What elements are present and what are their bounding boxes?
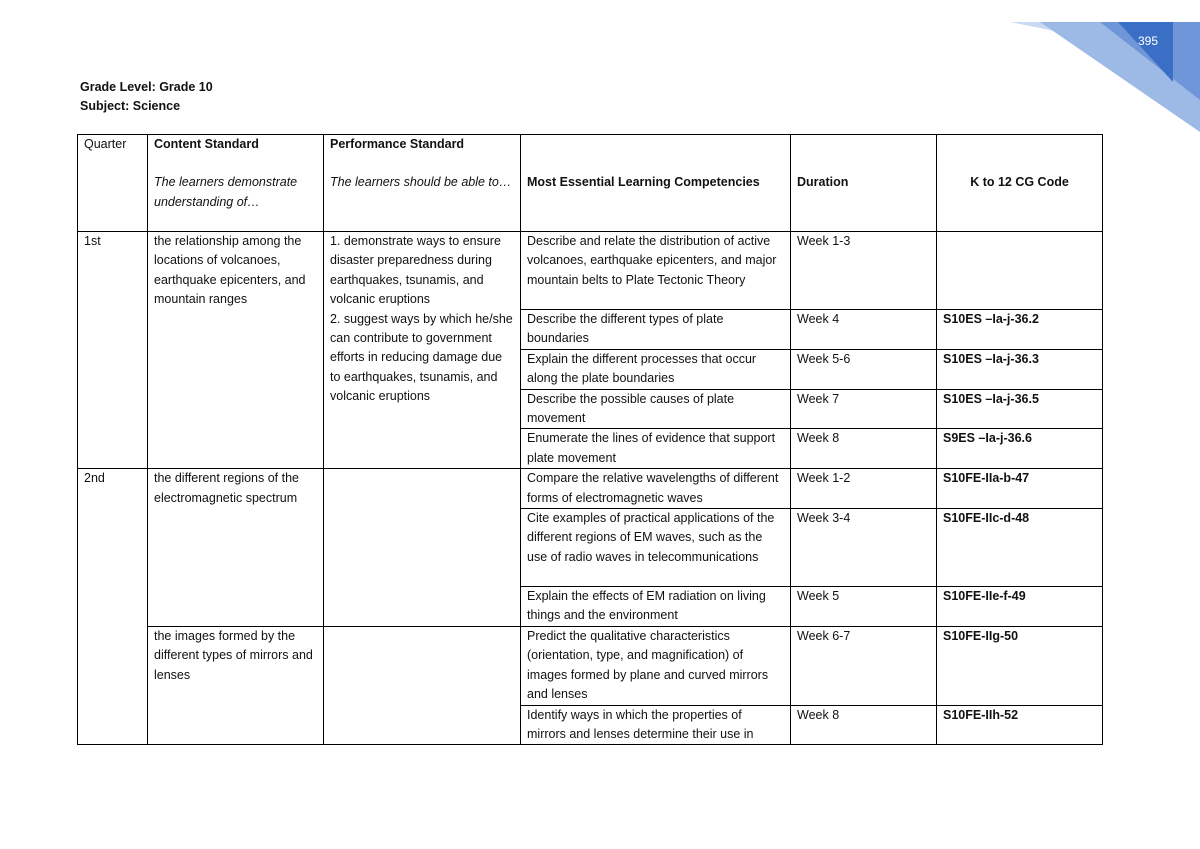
- code-cell: S10FE-IIe-f-49: [937, 587, 1103, 627]
- code-cell: S10ES –Ia-j-36.2: [937, 310, 1103, 350]
- table-header-row: [78, 135, 1103, 232]
- performance-standard-cell: [324, 469, 521, 627]
- subject-heading: Subject: Science: [80, 99, 181, 113]
- performance-standard-cell: [324, 626, 521, 744]
- competency-cell: Describe the different types of plate boundaries: [521, 310, 791, 350]
- competency-cell: Explain the effects of EM radiation on living things and the environment: [521, 587, 791, 627]
- header-performance-standard: Performance Standard The learners should be able to…: [324, 135, 521, 232]
- duration-cell: Week 8: [791, 429, 937, 469]
- duration-cell: Week 5: [791, 587, 937, 627]
- content-standard-cell: the relationship among the locations of volcanoes, earthquake epicenters, and mountain ranges: [148, 232, 324, 469]
- page-corner-decoration: [1000, 0, 1200, 140]
- duration-cell: Week 8: [791, 705, 937, 745]
- duration-cell: Week 4: [791, 310, 937, 350]
- table-row: [78, 626, 1103, 705]
- curriculum-table: [77, 134, 1103, 745]
- competency-cell: Describe the possible causes of plate movement: [521, 389, 791, 429]
- code-cell: S9ES –Ia-j-36.6: [937, 429, 1103, 469]
- header-code: K to 12 CG Code: [937, 135, 1103, 232]
- grade-level-heading: Grade Level: Grade 10: [80, 80, 213, 94]
- duration-cell: Week 1-3: [791, 232, 937, 310]
- code-cell: S10ES –Ia-j-36.3: [937, 349, 1103, 389]
- code-cell: S10FE-IIh-52: [937, 705, 1103, 745]
- header-melc: Most Essential Learning Competencies: [521, 135, 791, 232]
- content-standard-cell: the different regions of the electromagnetic spectrum: [148, 469, 324, 627]
- content-standard-note: The learners demonstrate understanding of…: [154, 175, 298, 209]
- competency-cell: Predict the qualitative characteristics (orientation, type, and magnification) of images formed by plane and curved mirrors and lenses: [521, 626, 791, 705]
- code-cell: S10FE-IIc-d-48: [937, 509, 1103, 587]
- code-cell: [937, 232, 1103, 310]
- duration-cell: Week 7: [791, 389, 937, 429]
- code-cell: S10FE-IIg-50: [937, 626, 1103, 705]
- competency-cell: Explain the different processes that occur along the plate boundaries: [521, 349, 791, 389]
- content-standard-cell: the images formed by the different types of mirrors and lenses: [148, 626, 324, 744]
- competency-cell: Describe and relate the distribution of active volcanoes, earthquake epicenters, and major mountain belts to Plate Tectonic Theory: [521, 232, 791, 310]
- code-cell: S10FE-IIa-b-47: [937, 469, 1103, 509]
- performance-standard-note: The learners should be able to…: [330, 175, 512, 190]
- page-number: 395: [1137, 34, 1159, 48]
- duration-cell: Week 6-7: [791, 626, 937, 705]
- table-row: [78, 469, 1103, 509]
- header-duration: Duration: [791, 135, 937, 232]
- performance-standard-cell: [324, 232, 521, 469]
- competency-cell: Cite examples of practical applications of the different regions of EM waves, such as the use of radio waves in telecommunications: [521, 509, 791, 587]
- duration-cell: Week 5-6: [791, 349, 937, 389]
- header-quarter: Quarter: [78, 135, 148, 232]
- quarter-cell: 1st: [78, 232, 148, 469]
- duration-cell: Week 1-2: [791, 469, 937, 509]
- competency-cell: Enumerate the lines of evidence that support plate movement: [521, 429, 791, 469]
- header-content-standard: Content Standard The learners demonstrate understanding of…: [148, 135, 324, 232]
- performance-item: 2. suggest ways by which he/she can contribute to government efforts in reducing damage due to earthquakes, tsunamis, and volcanic eruptions: [330, 311, 513, 404]
- competency-cell: Compare the relative wavelengths of different forms of electromagnetic waves: [521, 469, 791, 509]
- quarter-cell: 2nd: [78, 469, 148, 745]
- duration-cell: Week 3-4: [791, 509, 937, 587]
- code-cell: S10ES –Ia-j-36.5: [937, 389, 1103, 429]
- performance-item: 1. demonstrate ways to ensure disaster preparedness during earthquakes, tsunamis, and volcanic eruptions: [330, 234, 501, 307]
- table-row: [78, 232, 1103, 310]
- competency-cell: Identify ways in which the properties of mirrors and lenses determine their use in: [521, 705, 791, 745]
